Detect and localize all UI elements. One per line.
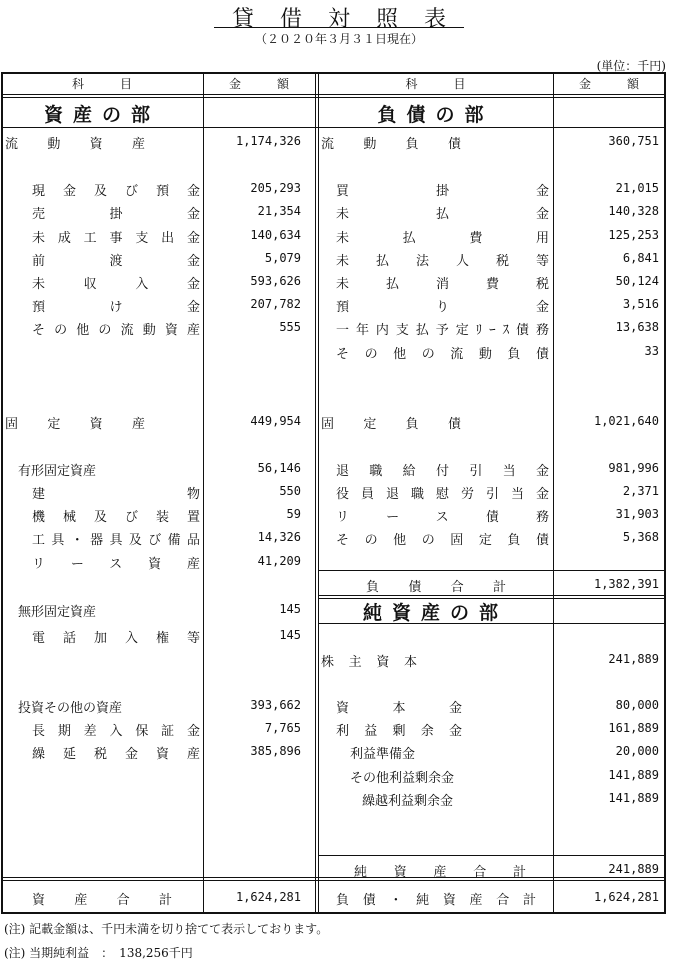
liab-other-fixed-label: その他の固定負債 bbox=[336, 533, 549, 548]
asset-investments-label: 投資その他の資産 bbox=[18, 701, 123, 716]
asset-tangible-label: 有形固定資産 bbox=[18, 464, 97, 479]
asset-guarantee-deposit-label: 長期差入保証金 bbox=[32, 724, 200, 739]
equity-carried-forward-label: 繰越利益剰余金 bbox=[362, 794, 454, 809]
liab-other-current-amount: 33 bbox=[644, 344, 659, 358]
asset-receivable-label: 売掛金 bbox=[32, 207, 200, 222]
asset-lease-amount: 41,209 bbox=[257, 554, 301, 568]
liab-lease-amount: 31,903 bbox=[615, 507, 659, 521]
asset-building-amount: 550 bbox=[279, 484, 301, 498]
header-divider bbox=[1, 97, 666, 98]
asset-advance-amount: 5,079 bbox=[264, 251, 301, 265]
asset-fixed-label: 固定資産 bbox=[5, 417, 145, 432]
header-divider bbox=[1, 94, 666, 95]
total-divider bbox=[1, 877, 666, 878]
asset-cash-label: 現金及び預金 bbox=[32, 184, 200, 199]
asset-guarantee-deposit-amount: 7,765 bbox=[264, 721, 301, 735]
title-underline bbox=[214, 27, 464, 28]
asset-machinery-label: 機械及び装置 bbox=[32, 510, 200, 525]
asset-other-current-label: その他の流動資産 bbox=[32, 323, 200, 338]
asset-fixed-amount: 449,954 bbox=[250, 414, 301, 428]
header-amount-left: 金 額 bbox=[228, 77, 289, 91]
asset-deposit-amount: 207,782 bbox=[250, 297, 301, 311]
liab-current-label: 流動負債 bbox=[321, 137, 461, 152]
note-net-income: (注) 当期純利益 ： 138,256千円 bbox=[4, 946, 193, 960]
liab-other-fixed-amount: 5,368 bbox=[622, 530, 659, 544]
unit-label: (単位：千円) bbox=[596, 59, 666, 73]
liab-lease-label: リース債務 bbox=[336, 510, 549, 525]
liab-accrued-expense-amount: 125,253 bbox=[608, 228, 659, 242]
equity-legal-reserve-label: 利益準備金 bbox=[350, 747, 416, 762]
equity-retained-amount: 161,889 bbox=[608, 721, 659, 735]
asset-current-label: 流動資産 bbox=[5, 137, 145, 152]
asset-intangible-amount: 145 bbox=[279, 602, 301, 616]
asset-tangible-amount: 56,146 bbox=[257, 461, 301, 475]
liabilities-section-title: 負債の部 bbox=[377, 104, 494, 126]
liab-accounts-payable-label: 未払金 bbox=[336, 207, 549, 222]
asset-deferred-tax-amount: 385,896 bbox=[250, 744, 301, 758]
liab-payable-amount: 21,015 bbox=[615, 181, 659, 195]
asset-cash-amount: 205,293 bbox=[250, 181, 301, 195]
liab-retirement-label: 退職給付引当金 bbox=[336, 464, 549, 479]
header-amount-right: 金 額 bbox=[578, 77, 639, 91]
liab-accounts-payable-amount: 140,328 bbox=[608, 204, 659, 218]
equity-total-label: 純資産合計 bbox=[354, 865, 526, 880]
liab-deposits-received-amount: 3,516 bbox=[622, 297, 659, 311]
asset-wip-label: 未成工事支出金 bbox=[32, 231, 200, 246]
equity-shareholders-amount: 241,889 bbox=[608, 652, 659, 666]
liab-current-amount: 360,751 bbox=[608, 134, 659, 148]
asset-wip-amount: 140,634 bbox=[250, 228, 301, 242]
liab-income-tax-label: 未払法人税等 bbox=[336, 254, 549, 269]
asset-accrued-income-amount: 593,626 bbox=[250, 274, 301, 288]
asset-current-amount: 1,174,326 bbox=[235, 134, 301, 148]
grand-total-amount: 1,624,281 bbox=[593, 890, 659, 904]
total-divider bbox=[1, 880, 666, 881]
section-divider bbox=[1, 127, 666, 128]
asset-tools-label: 工具・器具及び備品 bbox=[32, 533, 200, 548]
equity-other-retained-label: その他利益剰余金 bbox=[350, 771, 455, 786]
liab-consumption-tax-amount: 50,124 bbox=[615, 274, 659, 288]
equity-capital-label: 資本金 bbox=[336, 701, 462, 716]
liab-consumption-tax-label: 未払消費税 bbox=[336, 277, 549, 292]
equity-capital-amount: 80,000 bbox=[615, 698, 659, 712]
liab-retirement-amount: 981,996 bbox=[608, 461, 659, 475]
equity-shareholders-label: 株主資本 bbox=[321, 655, 417, 670]
asset-phone-rights-label: 電話加入権等 bbox=[32, 631, 200, 646]
header-item-left: 科 目 bbox=[71, 77, 132, 91]
net-assets-section-title: 純資産の部 bbox=[362, 602, 508, 624]
asset-accrued-income-label: 未収入金 bbox=[32, 277, 200, 292]
asset-receivable-amount: 21,354 bbox=[257, 204, 301, 218]
asset-machinery-amount: 59 bbox=[286, 507, 301, 521]
asset-deposit-label: 預け金 bbox=[32, 300, 200, 315]
report-date: （２０２０年３月３１日現在） bbox=[254, 32, 423, 46]
asset-building-label: 建物 bbox=[32, 487, 200, 502]
asset-intangible-label: 無形固定資産 bbox=[18, 605, 97, 620]
divider bbox=[203, 72, 204, 914]
liab-deposits-received-label: 預り金 bbox=[336, 300, 549, 315]
asset-phone-rights-amount: 145 bbox=[279, 628, 301, 642]
asset-investments-amount: 393,662 bbox=[250, 698, 301, 712]
liab-fixed-label: 固定負債 bbox=[321, 417, 461, 432]
liab-lease-current-amount: 13,638 bbox=[615, 320, 659, 334]
asset-deferred-tax-label: 繰延税金資産 bbox=[32, 747, 200, 762]
liab-lease-current-label: 一年内支払予定ﾘｰｽ債務 bbox=[336, 323, 549, 338]
liab-total-label: 負債合計 bbox=[366, 580, 506, 595]
asset-advance-label: 前渡金 bbox=[32, 254, 200, 269]
asset-lease-label: リース資産 bbox=[32, 557, 200, 572]
liab-total-divider bbox=[318, 570, 666, 571]
liab-total-amount: 1,382,391 bbox=[593, 577, 659, 591]
liab-payable-label: 買掛金 bbox=[336, 184, 549, 199]
header-item-right: 科 目 bbox=[405, 77, 466, 91]
equity-legal-reserve-amount: 20,000 bbox=[615, 744, 659, 758]
asset-other-current-amount: 555 bbox=[279, 320, 301, 334]
asset-tools-amount: 14,326 bbox=[257, 530, 301, 544]
grand-total-label: 負債・純資産合計 bbox=[336, 893, 536, 908]
liab-officer-retirement-amount: 2,371 bbox=[622, 484, 659, 498]
divider bbox=[553, 72, 554, 914]
divider bbox=[318, 72, 319, 914]
net-total-divider bbox=[318, 855, 666, 856]
equity-total-amount: 241,889 bbox=[608, 862, 659, 876]
asset-total-label: 資産合計 bbox=[32, 893, 172, 908]
equity-retained-label: 利益剰余金 bbox=[336, 724, 462, 739]
liab-income-tax-amount: 6,841 bbox=[622, 251, 659, 265]
liab-officer-retirement-label: 役員退職慰労引当金 bbox=[336, 487, 549, 502]
divider bbox=[315, 72, 316, 914]
liab-accrued-expense-label: 未払費用 bbox=[336, 231, 549, 246]
note-rounding: (注) 記載金額は、千円未満を切り捨てて表示しております。 bbox=[4, 922, 329, 936]
asset-total-amount: 1,624,281 bbox=[235, 890, 301, 904]
liab-fixed-amount: 1,021,640 bbox=[593, 414, 659, 428]
assets-section-title: 資産の部 bbox=[43, 104, 160, 126]
document-title: 貸借対照表 bbox=[231, 7, 472, 32]
equity-other-retained-amount: 141,889 bbox=[608, 768, 659, 782]
equity-carried-forward-amount: 141,889 bbox=[608, 791, 659, 805]
net-assets-divider bbox=[318, 595, 666, 596]
liab-other-current-label: その他の流動負債 bbox=[336, 347, 549, 362]
